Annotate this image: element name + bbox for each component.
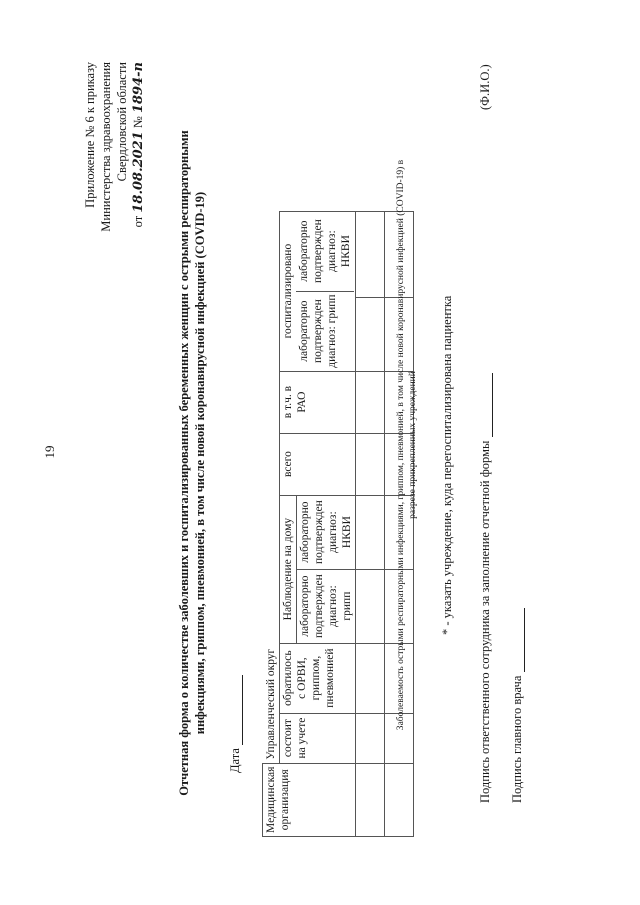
col-header-org: Медицинская организация: [263, 763, 356, 836]
form-title-line-1: Отчетная форма о количестве заболевших и госпитализированных беременных женщин с острыми респираторными: [177, 130, 191, 796]
order-date: 18.08.2021: [131, 131, 146, 213]
responsible-signature-label: Подпись ответственного сотрудника за заполнение отчетной формы: [478, 440, 492, 803]
report-table: [262, 211, 414, 837]
col-header-hosp-flu: лабораторно подтвержден диагноз: грипп: [296, 291, 354, 371]
number-prefix: №: [131, 116, 145, 129]
appendix-block: [82, 62, 147, 302]
table-cell[interactable]: [355, 763, 384, 836]
form-title: [176, 83, 208, 843]
date-prefix: от: [131, 215, 145, 228]
group-header-hosp: госпитализировано: [281, 243, 294, 339]
table-cell[interactable]: [355, 297, 384, 371]
footnote: [395, 85, 419, 805]
order-number: 1894-п: [131, 62, 146, 114]
col-header-rao: в т.ч. в РАО: [279, 371, 355, 433]
date-blank[interactable]: [242, 675, 243, 745]
col-header-home-flu: лабораторно подтвержден диагноз: грипп: [297, 569, 355, 643]
date-row: [228, 675, 243, 773]
fio-label: (Ф.И.О.): [478, 64, 492, 110]
footnote-line-1: Заболеваемость острыми респираторными инфекциями, гриппом, пневмонией, в том числе новой коронавирусной инфекцией (COVID-19) в: [396, 159, 406, 731]
appendix-line-1: Приложение № 6 к приказу: [83, 62, 97, 208]
table-cell[interactable]: [355, 643, 384, 713]
responsible-signature-blank[interactable]: [492, 373, 493, 437]
group-home-cell: [279, 495, 355, 643]
page-number: 19: [42, 445, 57, 459]
appendix-line-2: Министерства здравоохранения: [99, 62, 113, 232]
table-cell[interactable]: [355, 713, 384, 763]
table-cell[interactable]: [355, 495, 384, 569]
table-cell[interactable]: [355, 569, 384, 643]
group-header-district: Управленческий округ: [263, 211, 280, 763]
table-cell[interactable]: [355, 371, 384, 433]
table-cell[interactable]: [355, 433, 384, 495]
form-title-line-2: инфекциями, гриппом, пневмонией, в том числе новой коронавирусной инфекцией (COVID-19): [193, 191, 207, 735]
date-label: Дата: [228, 748, 242, 773]
table-cell[interactable]: [355, 211, 384, 297]
table-row: [355, 211, 384, 836]
appendix-line-3: Свердловской области: [115, 62, 129, 182]
responsible-signature-row: [478, 64, 493, 803]
appendix-date-line: [130, 62, 147, 302]
footnote-line-2: разрезе прикрепленных учреждений: [408, 371, 418, 519]
col-header-applied: обратилось с ОРВИ, гриппом, пневмонией: [279, 643, 355, 713]
col-header-total: всего: [279, 433, 355, 495]
col-header-registered: состоит на учете: [279, 713, 355, 763]
group-hosp-cell: [279, 211, 355, 371]
chief-signature-blank[interactable]: [524, 609, 525, 673]
asterisk-note: * - указать учреждение, куда перегоспитализирована пациентка: [440, 295, 454, 635]
chief-signature-row: [510, 609, 525, 804]
col-header-home-covid: лабораторно подтвержден диагноз: НКВИ: [298, 500, 353, 564]
col-header-hosp-covid: лабораторно подтвержден диагноз: НКВИ: [297, 219, 352, 283]
chief-signature-label: Подпись главного врача: [510, 675, 524, 803]
group-header-home: Наблюдение на дому: [281, 517, 294, 621]
